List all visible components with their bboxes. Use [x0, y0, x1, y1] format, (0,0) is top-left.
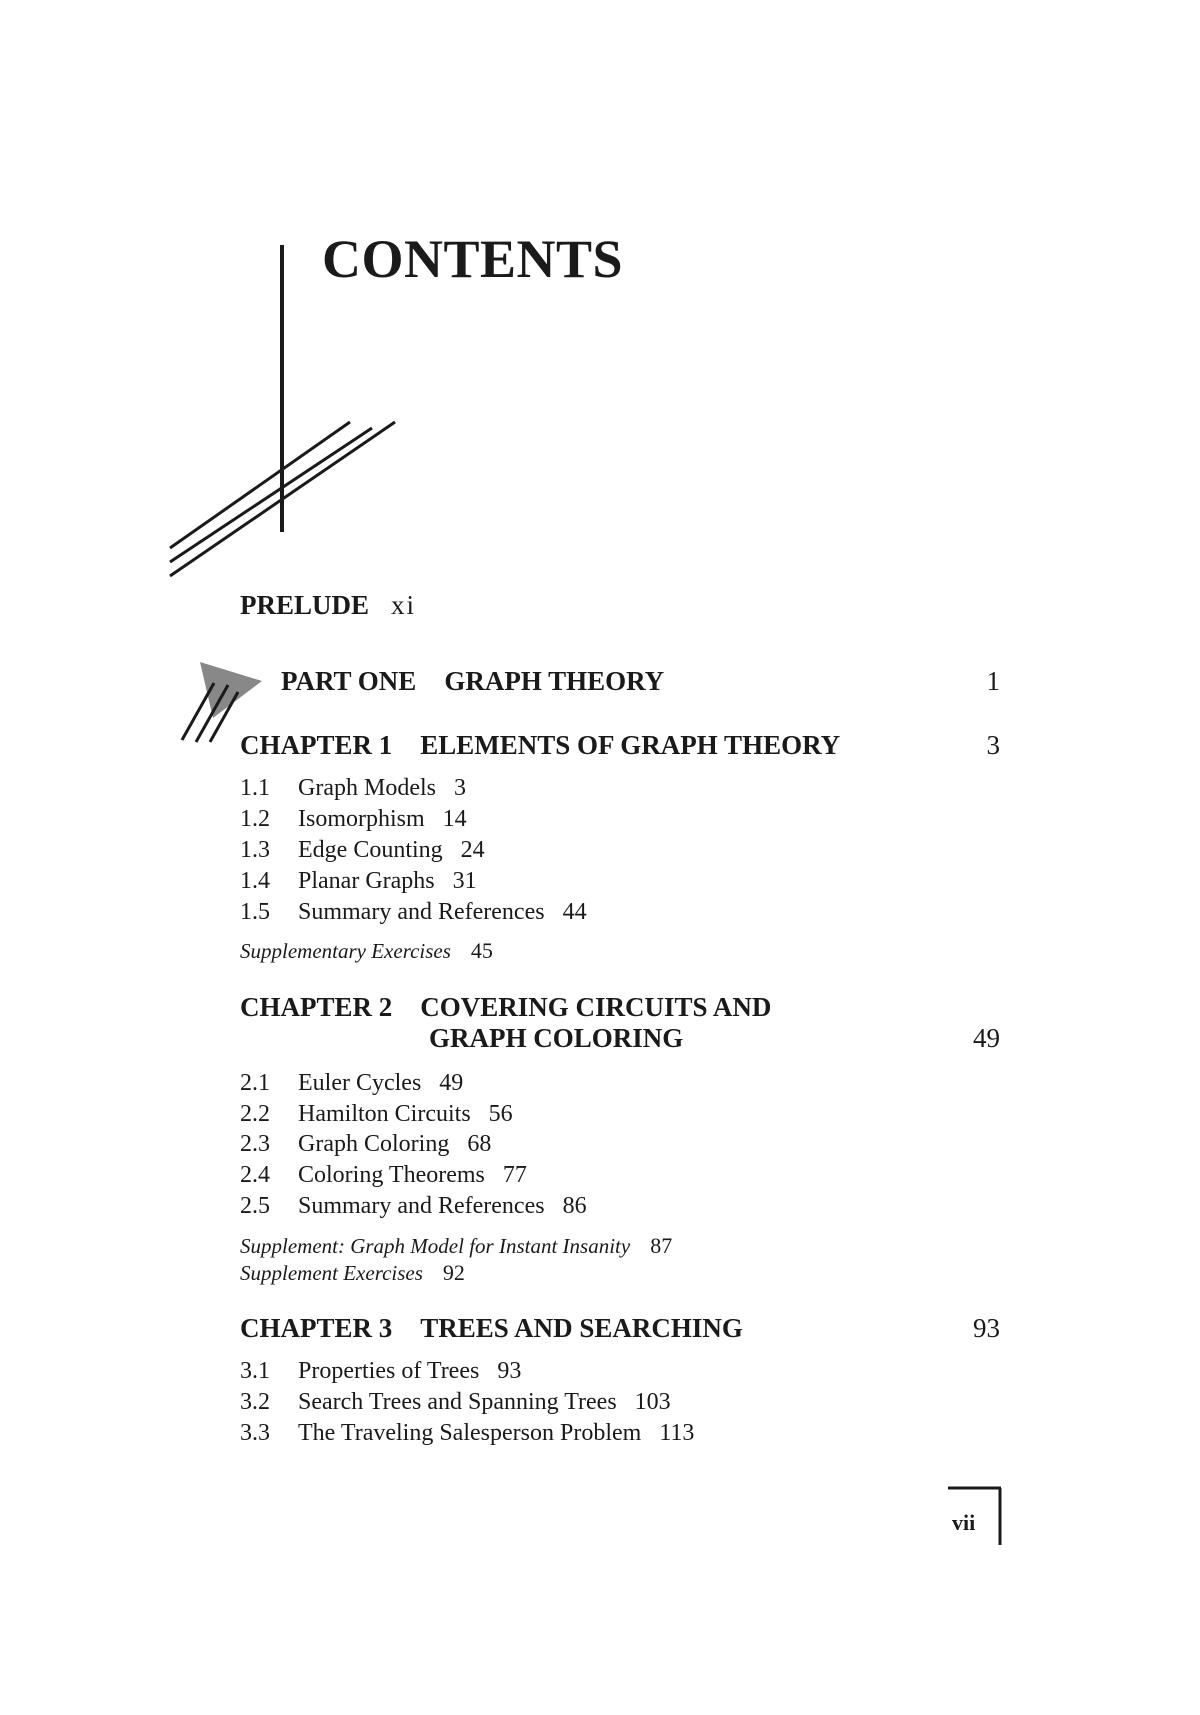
section-page: 3	[453, 775, 466, 801]
section-entry	[240, 776, 466, 800]
section-title: Graph Models	[298, 775, 436, 801]
supplement-title: Supplement: Graph Model for Instant Insanity	[240, 1234, 631, 1258]
section-title: Summary and References	[298, 899, 545, 925]
section-page: 86	[562, 1193, 587, 1219]
chapter-label: CHAPTER 3	[240, 1313, 393, 1343]
section-page: 24	[460, 837, 485, 863]
section-entry	[240, 1390, 671, 1414]
chapter-heading	[240, 1315, 743, 1342]
prelude-label: PRELUDE	[240, 590, 370, 620]
section-number: 1.2	[240, 806, 270, 832]
part-title: GRAPH THEORY	[444, 666, 665, 696]
section-entry	[240, 1132, 491, 1156]
section-entry	[240, 1071, 463, 1095]
section-page: 31	[452, 868, 477, 894]
section-page: 14	[442, 806, 467, 832]
section-entry	[240, 1194, 587, 1218]
section-entry	[240, 869, 477, 893]
chapter-title: COVERING CIRCUITS AND	[420, 992, 772, 1022]
section-page: 93	[497, 1358, 522, 1384]
chapter-label: CHAPTER 1	[240, 730, 393, 760]
prelude-entry	[240, 592, 416, 619]
section-entry	[240, 1359, 521, 1383]
page-folio: vii	[952, 1510, 976, 1535]
section-number: 3.2	[240, 1389, 270, 1415]
section-entry	[240, 1421, 694, 1445]
supplement-title: Supplement Exercises	[240, 1261, 423, 1285]
section-page: 56	[488, 1101, 513, 1127]
section-number: 1.5	[240, 899, 270, 925]
section-entry	[240, 838, 485, 862]
section-page: 113	[659, 1420, 695, 1446]
section-title: Hamilton Circuits	[298, 1101, 471, 1127]
chapter-title-line2: GRAPH COLORING	[429, 1023, 684, 1053]
part-page: 1	[986, 666, 1000, 696]
chapter-label: CHAPTER 2	[240, 992, 393, 1022]
chapter-heading	[240, 732, 840, 759]
section-page: 68	[467, 1131, 492, 1157]
section-number: 2.1	[240, 1070, 270, 1096]
chapter-page: 93	[973, 1313, 1000, 1343]
section-title: Planar Graphs	[298, 868, 435, 894]
supplement-entry	[240, 940, 493, 962]
chapter-title: ELEMENTS OF GRAPH THEORY	[420, 730, 841, 760]
section-page: 77	[502, 1162, 527, 1188]
section-title: Properties of Trees	[298, 1358, 480, 1384]
chapter-page: 3	[986, 730, 1000, 760]
supplement-page: 45	[470, 938, 493, 963]
section-title: Edge Counting	[298, 837, 443, 863]
part-label: PART ONE	[281, 666, 417, 696]
section-page: 49	[439, 1070, 464, 1096]
section-number: 3.3	[240, 1420, 270, 1446]
section-title: Summary and References	[298, 1193, 545, 1219]
section-entry	[240, 807, 467, 831]
section-title: Euler Cycles	[298, 1070, 422, 1096]
section-number: 2.3	[240, 1131, 270, 1157]
section-number: 2.4	[240, 1162, 270, 1188]
section-title: Coloring Theorems	[298, 1162, 485, 1188]
section-entry	[240, 900, 587, 924]
supplement-entry	[240, 1235, 672, 1257]
section-entry	[240, 1163, 527, 1187]
section-title: Isomorphism	[298, 806, 425, 832]
section-number: 2.2	[240, 1101, 270, 1127]
section-number: 1.3	[240, 837, 270, 863]
supplement-page: 92	[442, 1260, 465, 1285]
section-number: 1.4	[240, 868, 270, 894]
section-number: 3.1	[240, 1358, 270, 1384]
section-page: 103	[634, 1389, 671, 1415]
section-number: 2.5	[240, 1193, 270, 1219]
supplement-title: Supplementary Exercises	[240, 939, 451, 963]
section-page: 44	[562, 899, 587, 925]
prelude-page: xi	[391, 590, 417, 620]
chapter-heading	[240, 994, 771, 1021]
chapter-title: TREES AND SEARCHING	[420, 1313, 743, 1343]
section-entry	[240, 1102, 513, 1126]
section-title: The Traveling Salesperson Problem	[298, 1420, 642, 1446]
supplement-entry	[240, 1262, 465, 1284]
section-title: Graph Coloring	[298, 1131, 450, 1157]
supplement-page: 87	[650, 1233, 673, 1258]
page-title: CONTENTS	[322, 229, 624, 289]
section-title: Search Trees and Spanning Trees	[298, 1389, 617, 1415]
section-number: 1.1	[240, 775, 270, 801]
chapter-page: 49	[973, 1023, 1000, 1053]
part-heading	[281, 668, 664, 695]
